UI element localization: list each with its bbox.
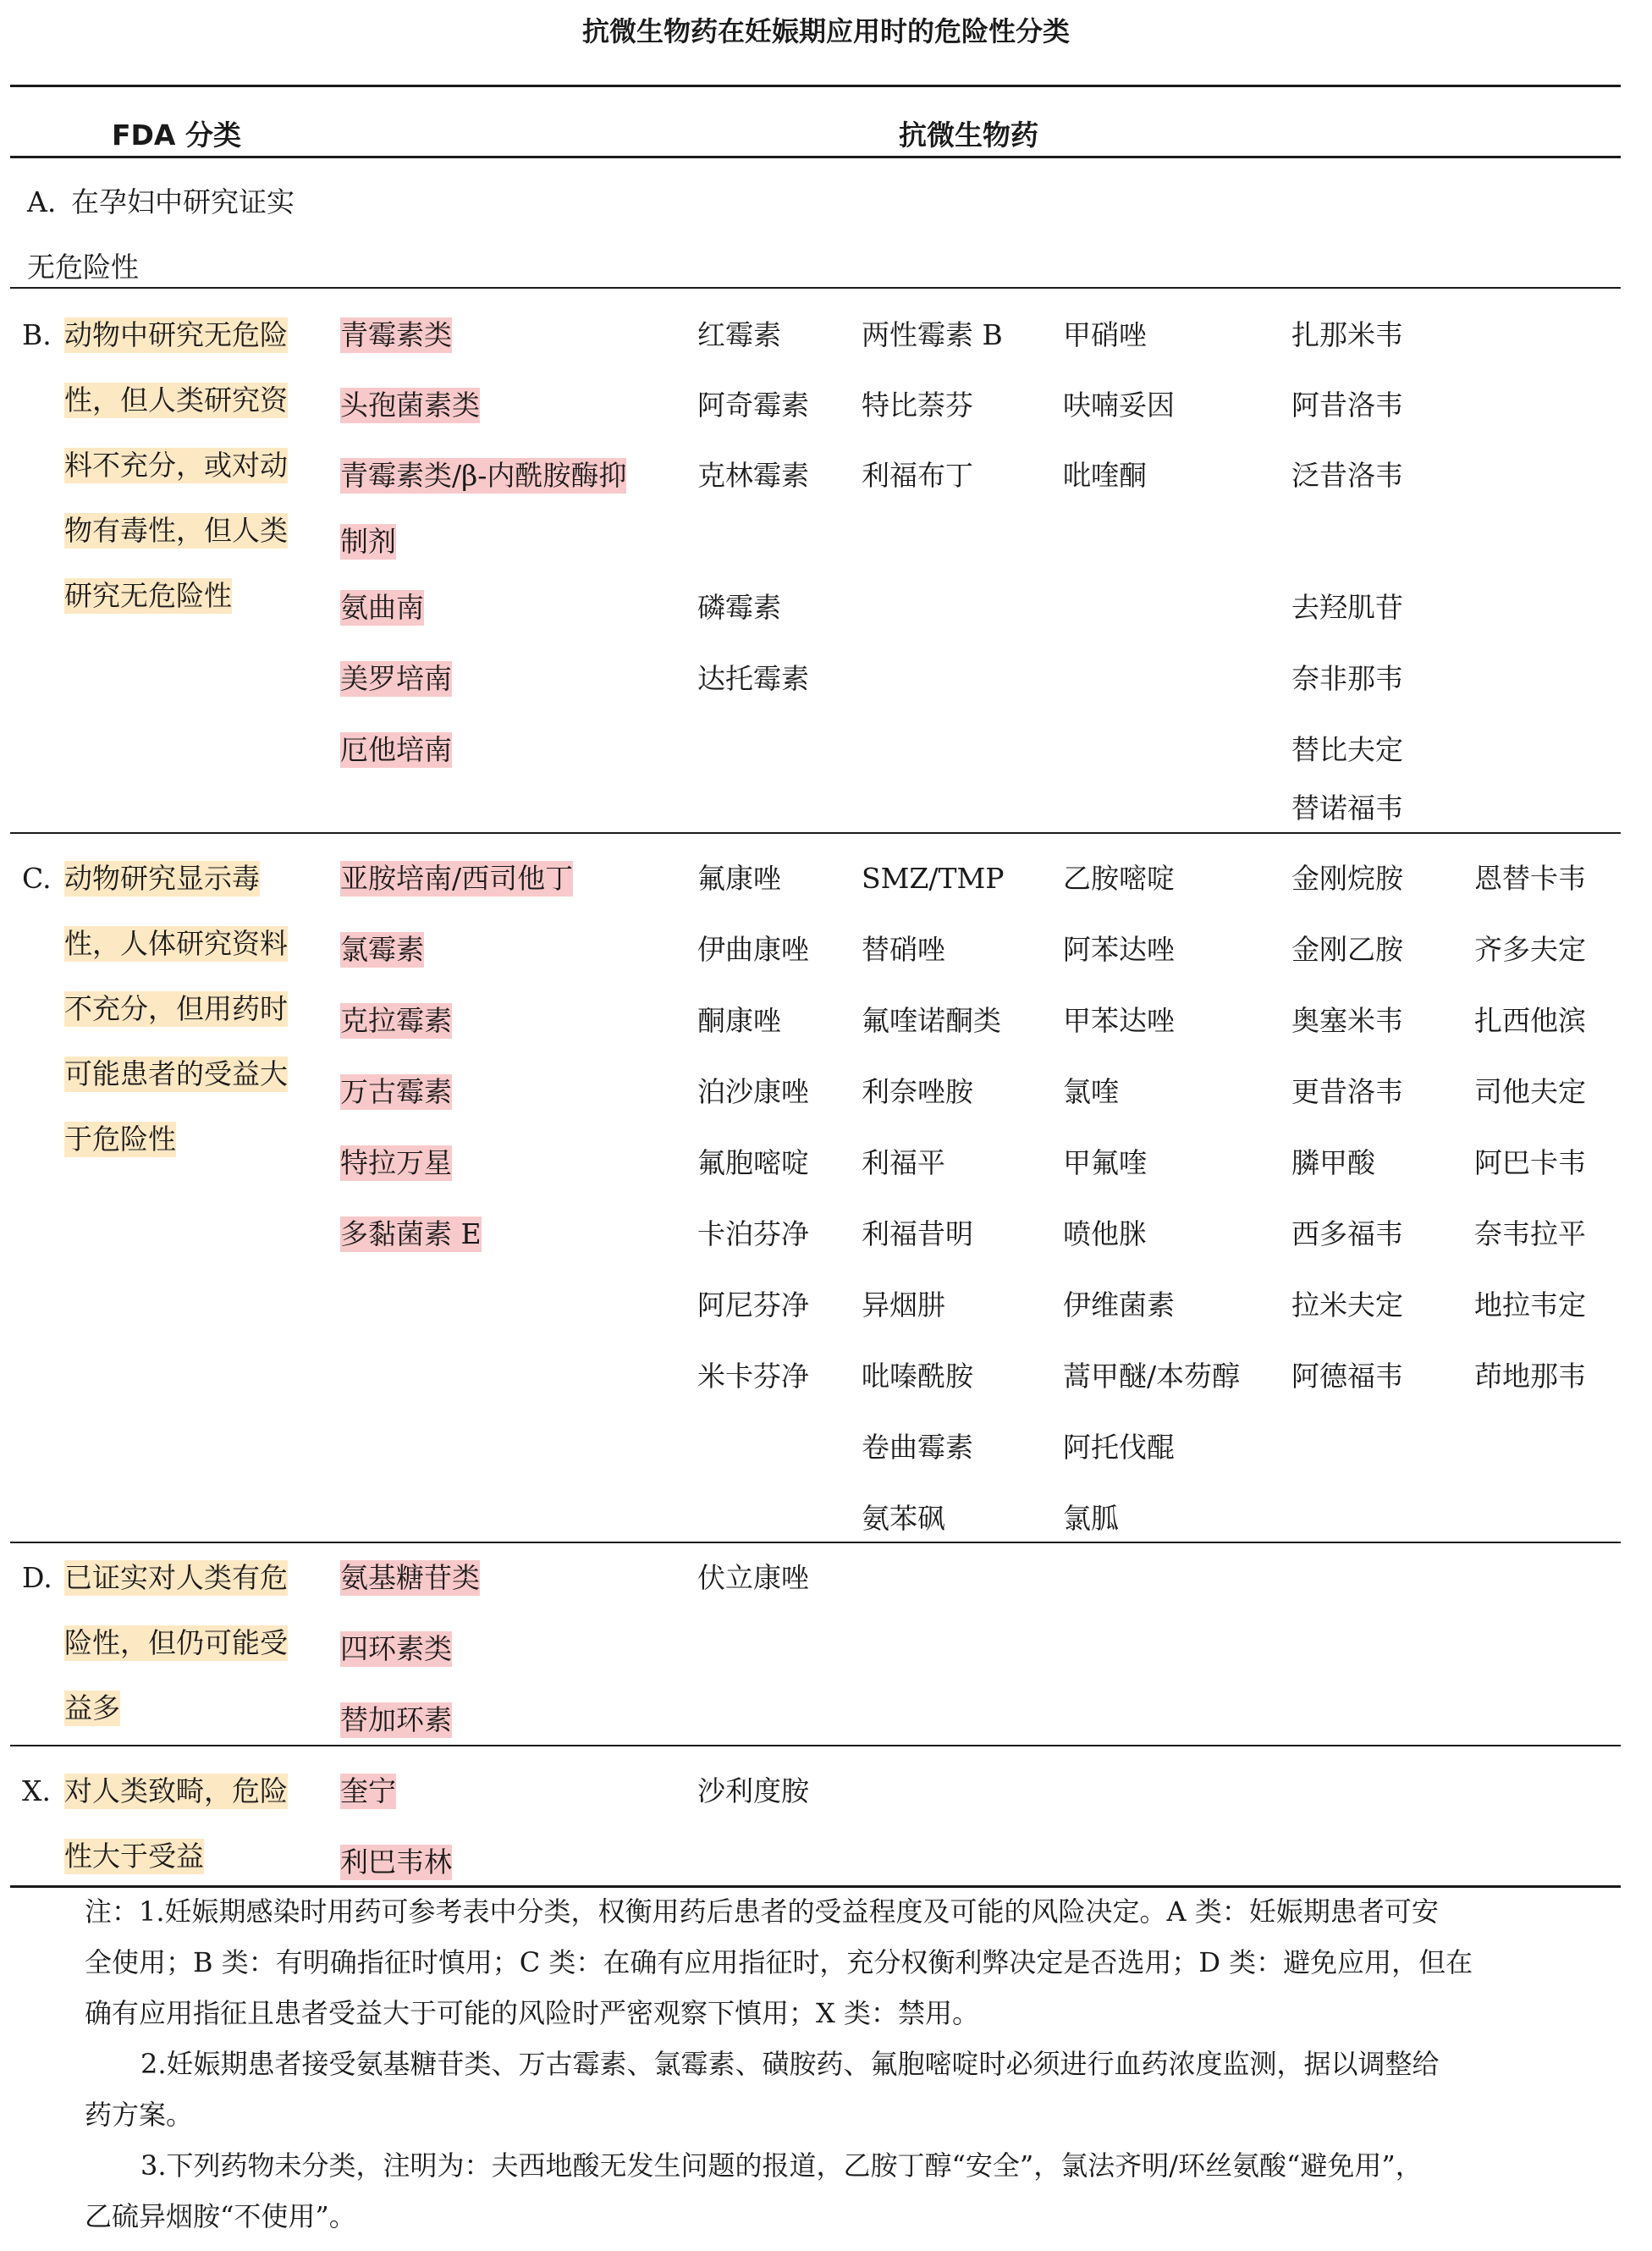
category-description-line: 动物研究显示毒 bbox=[64, 862, 260, 895]
drug-name: 两性霉素 B bbox=[862, 318, 1003, 351]
drug-name: 拉米夫定 bbox=[1291, 1288, 1403, 1321]
drug-class: 制剂 bbox=[340, 525, 396, 558]
group-a-letter: A. bbox=[27, 185, 57, 218]
drug-name: 沙利度胺 bbox=[697, 1774, 809, 1807]
drug-name: 奈非那韦 bbox=[1291, 662, 1403, 695]
drug-name: 乙胺嘧啶 bbox=[1063, 862, 1175, 895]
drug-name: 茚地那韦 bbox=[1474, 1360, 1586, 1393]
drug-class: 青霉素类 bbox=[340, 318, 452, 351]
group-a-desc-line: 在孕妇中研究证实 bbox=[71, 185, 295, 218]
drug-name: 阿托伐醌 bbox=[1063, 1431, 1175, 1464]
group-d-letter: D. bbox=[22, 1561, 52, 1594]
drug-name: 氯胍 bbox=[1063, 1502, 1119, 1535]
note-line: 2.妊娠期患者接受氨基糖苷类、万古霉素、氯霉素、磺胺药、氟胞嘧啶时必须进行血药浓度监测，据以调整给 bbox=[140, 2048, 1440, 2080]
category-description-line: 性大于受益 bbox=[64, 1840, 204, 1873]
drug-class: 奎宁 bbox=[340, 1774, 396, 1807]
category-description-line: 已证实对人类有危 bbox=[64, 1561, 288, 1594]
group-b-rule bbox=[10, 832, 1621, 834]
group-a-desc-line: 无危险性 bbox=[27, 251, 139, 284]
drug-name: 阿苯达唑 bbox=[1063, 933, 1175, 966]
drug-name: 奥塞米韦 bbox=[1291, 1004, 1403, 1037]
drug-name: 卷曲霉素 bbox=[862, 1431, 973, 1464]
drug-class: 四环素类 bbox=[340, 1632, 452, 1665]
note-line: 3.下列药物未分类，注明为：夫西地酸无发生问题的报道，乙胺丁醇“安全”，氯法齐明/环丝氨酸“避免用”， bbox=[140, 2149, 1423, 2182]
drug-name: SMZ/TMP bbox=[862, 862, 1005, 895]
drug-class: 氨曲南 bbox=[340, 591, 424, 624]
drug-name: 金刚烷胺 bbox=[1291, 862, 1403, 895]
drug-name: 氟胞嘧啶 bbox=[697, 1146, 809, 1179]
drug-name: 达托霉素 bbox=[697, 662, 809, 695]
drug-name: 齐多夫定 bbox=[1474, 933, 1586, 966]
drug-name: 替硝唑 bbox=[862, 933, 945, 966]
drug-name: 替诺福韦 bbox=[1291, 792, 1403, 825]
drug-name: 阿尼芬净 bbox=[697, 1288, 809, 1321]
note-line: 药方案。 bbox=[85, 2099, 194, 2131]
drug-name: 利奈唑胺 bbox=[862, 1075, 973, 1108]
drug-class: 多黏菌素 E bbox=[340, 1217, 482, 1250]
drug-name: 更昔洛韦 bbox=[1291, 1075, 1403, 1108]
drug-class: 利巴韦林 bbox=[340, 1845, 452, 1879]
drug-name: 去羟肌苷 bbox=[1291, 591, 1403, 624]
table-bottom-rule bbox=[10, 1885, 1621, 1888]
group-x-letter: X. bbox=[22, 1774, 51, 1807]
category-description-line: 性，人体研究资料 bbox=[64, 927, 288, 960]
category-description-line: 可能患者的受益大 bbox=[64, 1057, 288, 1090]
category-description-line: 不充分，但用药时 bbox=[64, 992, 288, 1025]
drug-name: 氟喹诺酮类 bbox=[862, 1004, 1001, 1037]
drug-name: 米卡芬净 bbox=[697, 1360, 809, 1393]
category-description-line: 研究无危险性 bbox=[64, 579, 232, 612]
drug-name: 氯喹 bbox=[1063, 1075, 1119, 1108]
drug-name: 西多福韦 bbox=[1291, 1217, 1403, 1250]
drug-name: 红霉素 bbox=[697, 318, 781, 351]
category-description-line: 料不充分，或对动 bbox=[64, 449, 288, 482]
group-c-rule bbox=[10, 1542, 1621, 1543]
drug-name: 奈韦拉平 bbox=[1474, 1217, 1586, 1250]
drug-name: 阿奇霉素 bbox=[697, 389, 809, 422]
drug-name: 泛昔洛韦 bbox=[1291, 459, 1403, 492]
category-description-line: 物有毒性，但人类 bbox=[64, 514, 288, 547]
note-line: 确有应用指征且患者受益大于可能的风险时严密观察下慎用；X 类：禁用。 bbox=[85, 1997, 979, 2029]
page-title: 抗微生物药在妊娠期应用时的危险性分类 bbox=[581, 15, 1070, 47]
drug-class: 替加环素 bbox=[340, 1703, 452, 1736]
drug-name: 替比夫定 bbox=[1291, 733, 1403, 766]
drug-name: 阿昔洛韦 bbox=[1291, 389, 1403, 422]
drug-name: 呋喃妥因 bbox=[1063, 389, 1175, 422]
drug-name: 吡嗪酰胺 bbox=[862, 1360, 973, 1393]
note-line: 注：1.妊娠期感染时用药可参考表中分类，权衡用药后患者的受益程度及可能的风险决定。A 类：妊娠期患者可安 bbox=[85, 1895, 1439, 1928]
drug-name: 异烟肼 bbox=[862, 1288, 945, 1321]
category-description-line: 益多 bbox=[64, 1691, 120, 1724]
drug-name: 泊沙康唑 bbox=[697, 1075, 809, 1108]
category-description-line: 性，但人类研究资 bbox=[64, 383, 288, 417]
drug-name: 磷霉素 bbox=[697, 591, 781, 624]
drug-class: 亚胺培南/西司他丁 bbox=[340, 862, 574, 895]
drug-name: 阿巴卡韦 bbox=[1474, 1146, 1586, 1179]
drug-name: 伊维菌素 bbox=[1063, 1288, 1175, 1321]
drug-class: 克拉霉素 bbox=[340, 1004, 452, 1037]
category-description-line: 对人类致畸，危险 bbox=[64, 1774, 288, 1807]
note-line: 乙硫异烟胺“不使用”。 bbox=[85, 2200, 356, 2232]
drug-name: 氟康唑 bbox=[697, 862, 781, 895]
drug-name: 吡喹酮 bbox=[1063, 459, 1147, 492]
drug-class: 特拉万星 bbox=[340, 1146, 452, 1179]
drug-name: 司他夫定 bbox=[1474, 1075, 1586, 1108]
drug-name: 甲硝唑 bbox=[1063, 318, 1147, 351]
drug-name: 扎那米韦 bbox=[1291, 318, 1403, 351]
drug-name: 蒿甲醚/本芴醇 bbox=[1063, 1360, 1241, 1393]
drug-name: 金刚乙胺 bbox=[1291, 933, 1403, 966]
drug-name: 伊曲康唑 bbox=[697, 933, 809, 966]
table-top-rule bbox=[10, 85, 1621, 87]
drug-name: 特比萘芬 bbox=[862, 389, 973, 422]
drug-name: 恩替卡韦 bbox=[1474, 862, 1586, 895]
note-line: 全使用；B 类：有明确指征时慎用；C 类：在确有应用指征时，充分权衡利弊决定是否选用；D 类：避免应用，但在 bbox=[85, 1946, 1473, 1978]
drug-class: 头孢菌素类 bbox=[340, 389, 480, 422]
drug-class: 万古霉素 bbox=[340, 1075, 452, 1108]
drug-name: 阿德福韦 bbox=[1291, 1360, 1403, 1393]
drug-name: 扎西他滨 bbox=[1474, 1004, 1586, 1037]
header-rule bbox=[10, 156, 1621, 158]
drug-class: 氯霉素 bbox=[340, 933, 424, 966]
drug-name: 地拉韦定 bbox=[1474, 1288, 1586, 1321]
group-d-rule bbox=[10, 1745, 1621, 1746]
header-antimicrobials: 抗微生物药 bbox=[899, 119, 1038, 152]
drug-name: 甲氟喹 bbox=[1063, 1146, 1147, 1179]
drug-name: 喷他脒 bbox=[1063, 1217, 1147, 1250]
drug-name: 利福昔明 bbox=[862, 1217, 973, 1250]
drug-class: 美罗培南 bbox=[340, 662, 452, 695]
drug-class: 青霉素类/β-内酰胺酶抑 bbox=[340, 459, 627, 492]
group-b-letter: B. bbox=[22, 318, 52, 351]
drug-class: 厄他培南 bbox=[340, 733, 452, 766]
drug-class: 氨基糖苷类 bbox=[340, 1561, 480, 1594]
drug-name: 氨苯砜 bbox=[862, 1502, 945, 1535]
header-fda-class: FDA 分类 bbox=[112, 119, 241, 152]
drug-name: 酮康唑 bbox=[697, 1004, 781, 1037]
drug-name: 膦甲酸 bbox=[1291, 1146, 1375, 1179]
category-description-line: 动物中研究无危险 bbox=[64, 318, 288, 351]
drug-name: 克林霉素 bbox=[697, 459, 809, 492]
drug-name: 卡泊芬净 bbox=[697, 1217, 809, 1250]
drug-name: 利福布丁 bbox=[862, 459, 973, 492]
category-description-line: 于危险性 bbox=[64, 1123, 176, 1156]
drug-name: 伏立康唑 bbox=[697, 1561, 809, 1594]
drug-name: 利福平 bbox=[862, 1146, 945, 1179]
group-a-rule bbox=[10, 287, 1621, 289]
drug-name: 甲苯达唑 bbox=[1063, 1004, 1175, 1037]
group-c-letter: C. bbox=[22, 862, 52, 895]
category-description-line: 险性，但仍可能受 bbox=[64, 1626, 288, 1659]
